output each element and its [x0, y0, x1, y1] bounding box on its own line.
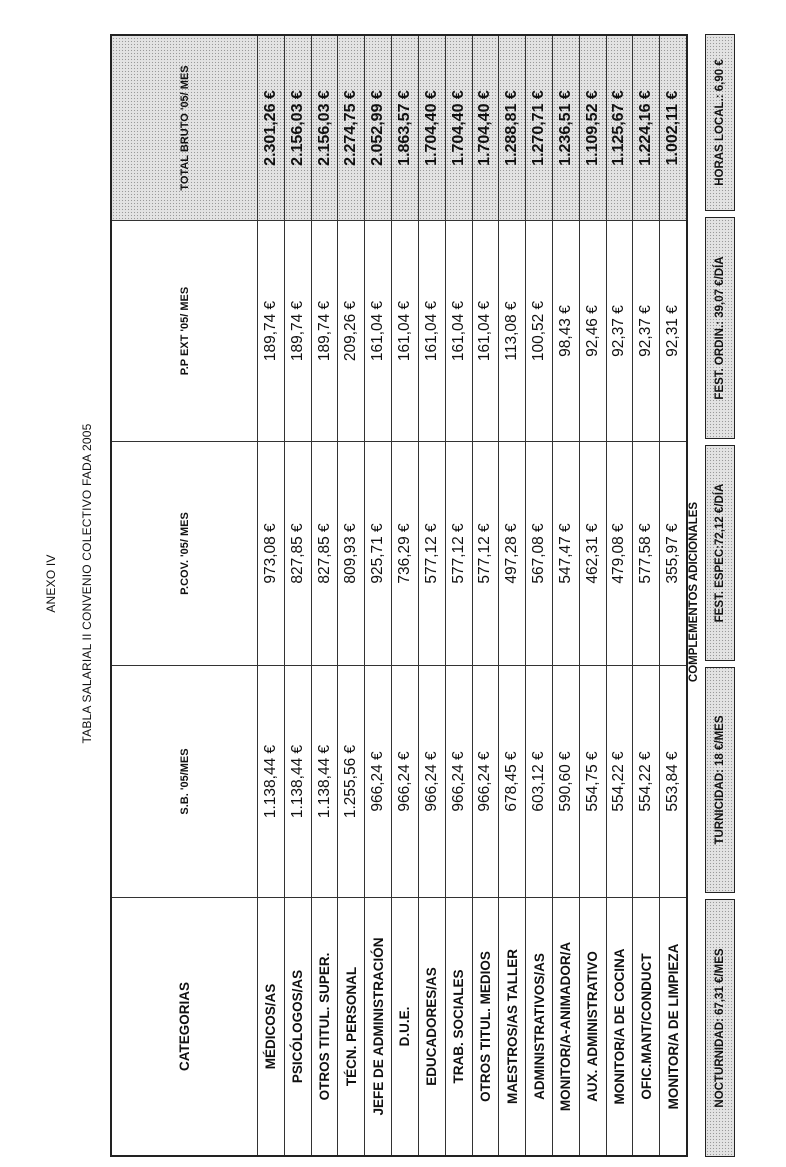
- cell-sb: 1.138,44 €: [285, 666, 311, 898]
- table-row: [257, 36, 284, 1155]
- table-header-row: [112, 36, 257, 1155]
- cell-pcov: 577,12 €: [446, 442, 472, 666]
- cell-total: 1.270,71 €: [526, 36, 552, 221]
- cell-pext: 189,74 €: [258, 221, 284, 442]
- document-title: TABLA SALARIAL II CONVENIO COLECTIVO FADA 2005: [80, 423, 94, 744]
- cell-categoria: OFIC.MANT/CONDUCT: [638, 953, 654, 1100]
- cell-categoria: OTROS TITUL. MEDIOS: [477, 951, 493, 1102]
- table-row: [418, 36, 445, 1155]
- cell-pcov: 925,71 €: [365, 442, 391, 666]
- table-row: [525, 36, 552, 1155]
- table-row: [284, 36, 311, 1155]
- cell-pcov: 479,08 €: [607, 442, 633, 666]
- table-row: [391, 36, 418, 1155]
- cell-pcov: 827,85 €: [312, 442, 338, 666]
- cell-pcov: 497,28 €: [499, 442, 525, 666]
- table-row: [632, 36, 659, 1155]
- complementos-title: COMPLEMENTOS ADICIONALES: [688, 501, 700, 683]
- cell-sb: 678,45 €: [499, 666, 525, 898]
- cell-total: 1.704,40 €: [446, 36, 472, 221]
- complemento-festivo-especial: FEST. ESPEC:72,12 €/DÍA: [705, 445, 735, 661]
- cell-categoria: TÉCN. PERSONAL: [343, 966, 359, 1087]
- cell-sb: 603,12 €: [526, 666, 552, 898]
- cell-pext: 113,08 €: [499, 221, 525, 442]
- cell-categoria: TRAB. SOCIALES: [451, 969, 467, 1084]
- cell-total: 2.156,03 €: [285, 36, 311, 221]
- cell-pext: 161,04 €: [365, 221, 391, 442]
- cell-categoria: MONITOR/A-ANIMADOR/A: [558, 941, 574, 1112]
- cell-pext: 209,26 €: [338, 221, 364, 442]
- cell-pext: 161,04 €: [473, 221, 499, 442]
- cell-categoria: MÉDICOS/AS: [263, 983, 279, 1070]
- cell-pcov: 547,47 €: [553, 442, 579, 666]
- cell-sb: 1.255,56 €: [338, 666, 364, 898]
- cell-categoria: MONITOR/A DE COCINA: [611, 948, 627, 1105]
- cell-total: 2.301,26 €: [258, 36, 284, 221]
- cell-sb: 590,60 €: [553, 666, 579, 898]
- cell-pext: 100,52 €: [526, 221, 552, 442]
- complementos-row: [705, 34, 735, 1157]
- cell-total: 1.288,81 €: [499, 36, 525, 221]
- table-row: [311, 36, 338, 1155]
- cell-sb: 966,24 €: [473, 666, 499, 898]
- cell-pext: 92,31 €: [660, 221, 686, 442]
- cell-total: 1.236,51 €: [553, 36, 579, 221]
- cell-categoria: MONITOR/A DE LIMPIEZA: [665, 943, 681, 1110]
- cell-categoria: PSICÓLOGOS/AS: [290, 969, 306, 1084]
- table-row: [579, 36, 606, 1155]
- cell-total: 1.224,16 €: [633, 36, 659, 221]
- cell-categoria: ADMINISTRATIVOS/AS: [531, 953, 547, 1100]
- cell-pext: 98,43 €: [553, 221, 579, 442]
- cell-pcov: 577,58 €: [633, 442, 659, 666]
- cell-pcov: 355,97 €: [660, 442, 686, 666]
- cell-pcov: 736,29 €: [392, 442, 418, 666]
- cell-sb: 553,84 €: [660, 666, 686, 898]
- cell-sb: 1.138,44 €: [312, 666, 338, 898]
- cell-sb: 1.138,44 €: [258, 666, 284, 898]
- col-header-pcov: P.COV. '05/ MES: [112, 442, 257, 666]
- cell-pext: 189,74 €: [285, 221, 311, 442]
- cell-sb: 554,75 €: [580, 666, 606, 898]
- cell-pext: 161,04 €: [446, 221, 472, 442]
- col-header-categoria: CATEGORIAS: [177, 982, 192, 1072]
- table-row: [498, 36, 525, 1155]
- cell-total: 1.125,67 €: [607, 36, 633, 221]
- table-row: [659, 36, 686, 1155]
- cell-categoria: MAESTROS/AS TALLER: [504, 949, 520, 1104]
- cell-pext: 92,46 €: [580, 221, 606, 442]
- cell-sb: 554,22 €: [633, 666, 659, 898]
- cell-pcov: 577,12 €: [419, 442, 445, 666]
- col-header-sb: S.B. '05/MES: [112, 666, 257, 898]
- cell-categoria: OTROS TITUL. SUPER.: [317, 952, 333, 1101]
- complemento-turnicidad: TURNICIDAD: 18 €/MES: [705, 667, 735, 893]
- cell-pcov: 567,08 €: [526, 442, 552, 666]
- cell-pcov: 462,31 €: [580, 442, 606, 666]
- cell-total: 2.274,75 €: [338, 36, 364, 221]
- complemento-horas-locales: HORAS LOCAL.: 6,90 €: [705, 34, 735, 211]
- cell-pext: 189,74 €: [312, 221, 338, 442]
- table-row: [337, 36, 364, 1155]
- col-header-pext: P.P EXT '05/ MES: [112, 221, 257, 442]
- cell-pcov: 973,08 €: [258, 442, 284, 666]
- cell-total: 1.109,52 €: [580, 36, 606, 221]
- table-row: [445, 36, 472, 1155]
- cell-categoria: AUX. ADMINISTRATIVO: [585, 951, 601, 1102]
- cell-total: 2.156,03 €: [312, 36, 338, 221]
- salary-table: [110, 34, 688, 1157]
- complemento-nocturnidad: NOCTURNIDAD: 67,31 €/MES: [705, 899, 735, 1157]
- cell-pext: 161,04 €: [392, 221, 418, 442]
- cell-pcov: 809,93 €: [338, 442, 364, 666]
- cell-total: 1.704,40 €: [473, 36, 499, 221]
- cell-total: 1.863,57 €: [392, 36, 418, 221]
- cell-categoria: D.U.E.: [397, 1006, 413, 1047]
- table-row: [364, 36, 391, 1155]
- cell-total: 1.704,40 €: [419, 36, 445, 221]
- cell-pcov: 827,85 €: [285, 442, 311, 666]
- cell-sb: 966,24 €: [365, 666, 391, 898]
- table-row: [472, 36, 499, 1155]
- cell-total: 1.002,11 €: [660, 36, 686, 221]
- cell-categoria: JEFE DE ADMINISTRACIÓN: [370, 937, 386, 1116]
- cell-pext: 161,04 €: [419, 221, 445, 442]
- cell-total: 2.052,99 €: [365, 36, 391, 221]
- cell-sb: 966,24 €: [446, 666, 472, 898]
- cell-pext: 92,37 €: [607, 221, 633, 442]
- cell-categoria: EDUCADORES/AS: [424, 967, 440, 1086]
- cell-sb: 966,24 €: [392, 666, 418, 898]
- cell-sb: 966,24 €: [419, 666, 445, 898]
- cell-pext: 92,37 €: [633, 221, 659, 442]
- annex-label: ANEXO IV: [44, 554, 58, 613]
- col-header-total: TOTAL BRUTO '05/ MES: [112, 36, 257, 221]
- table-row: [552, 36, 579, 1155]
- cell-pcov: 577,12 €: [473, 442, 499, 666]
- complemento-festivo-ordinario: FEST. ORDIN.: 39,07 €/DÍA: [705, 217, 735, 439]
- table-row: [606, 36, 633, 1155]
- cell-sb: 554,22 €: [607, 666, 633, 898]
